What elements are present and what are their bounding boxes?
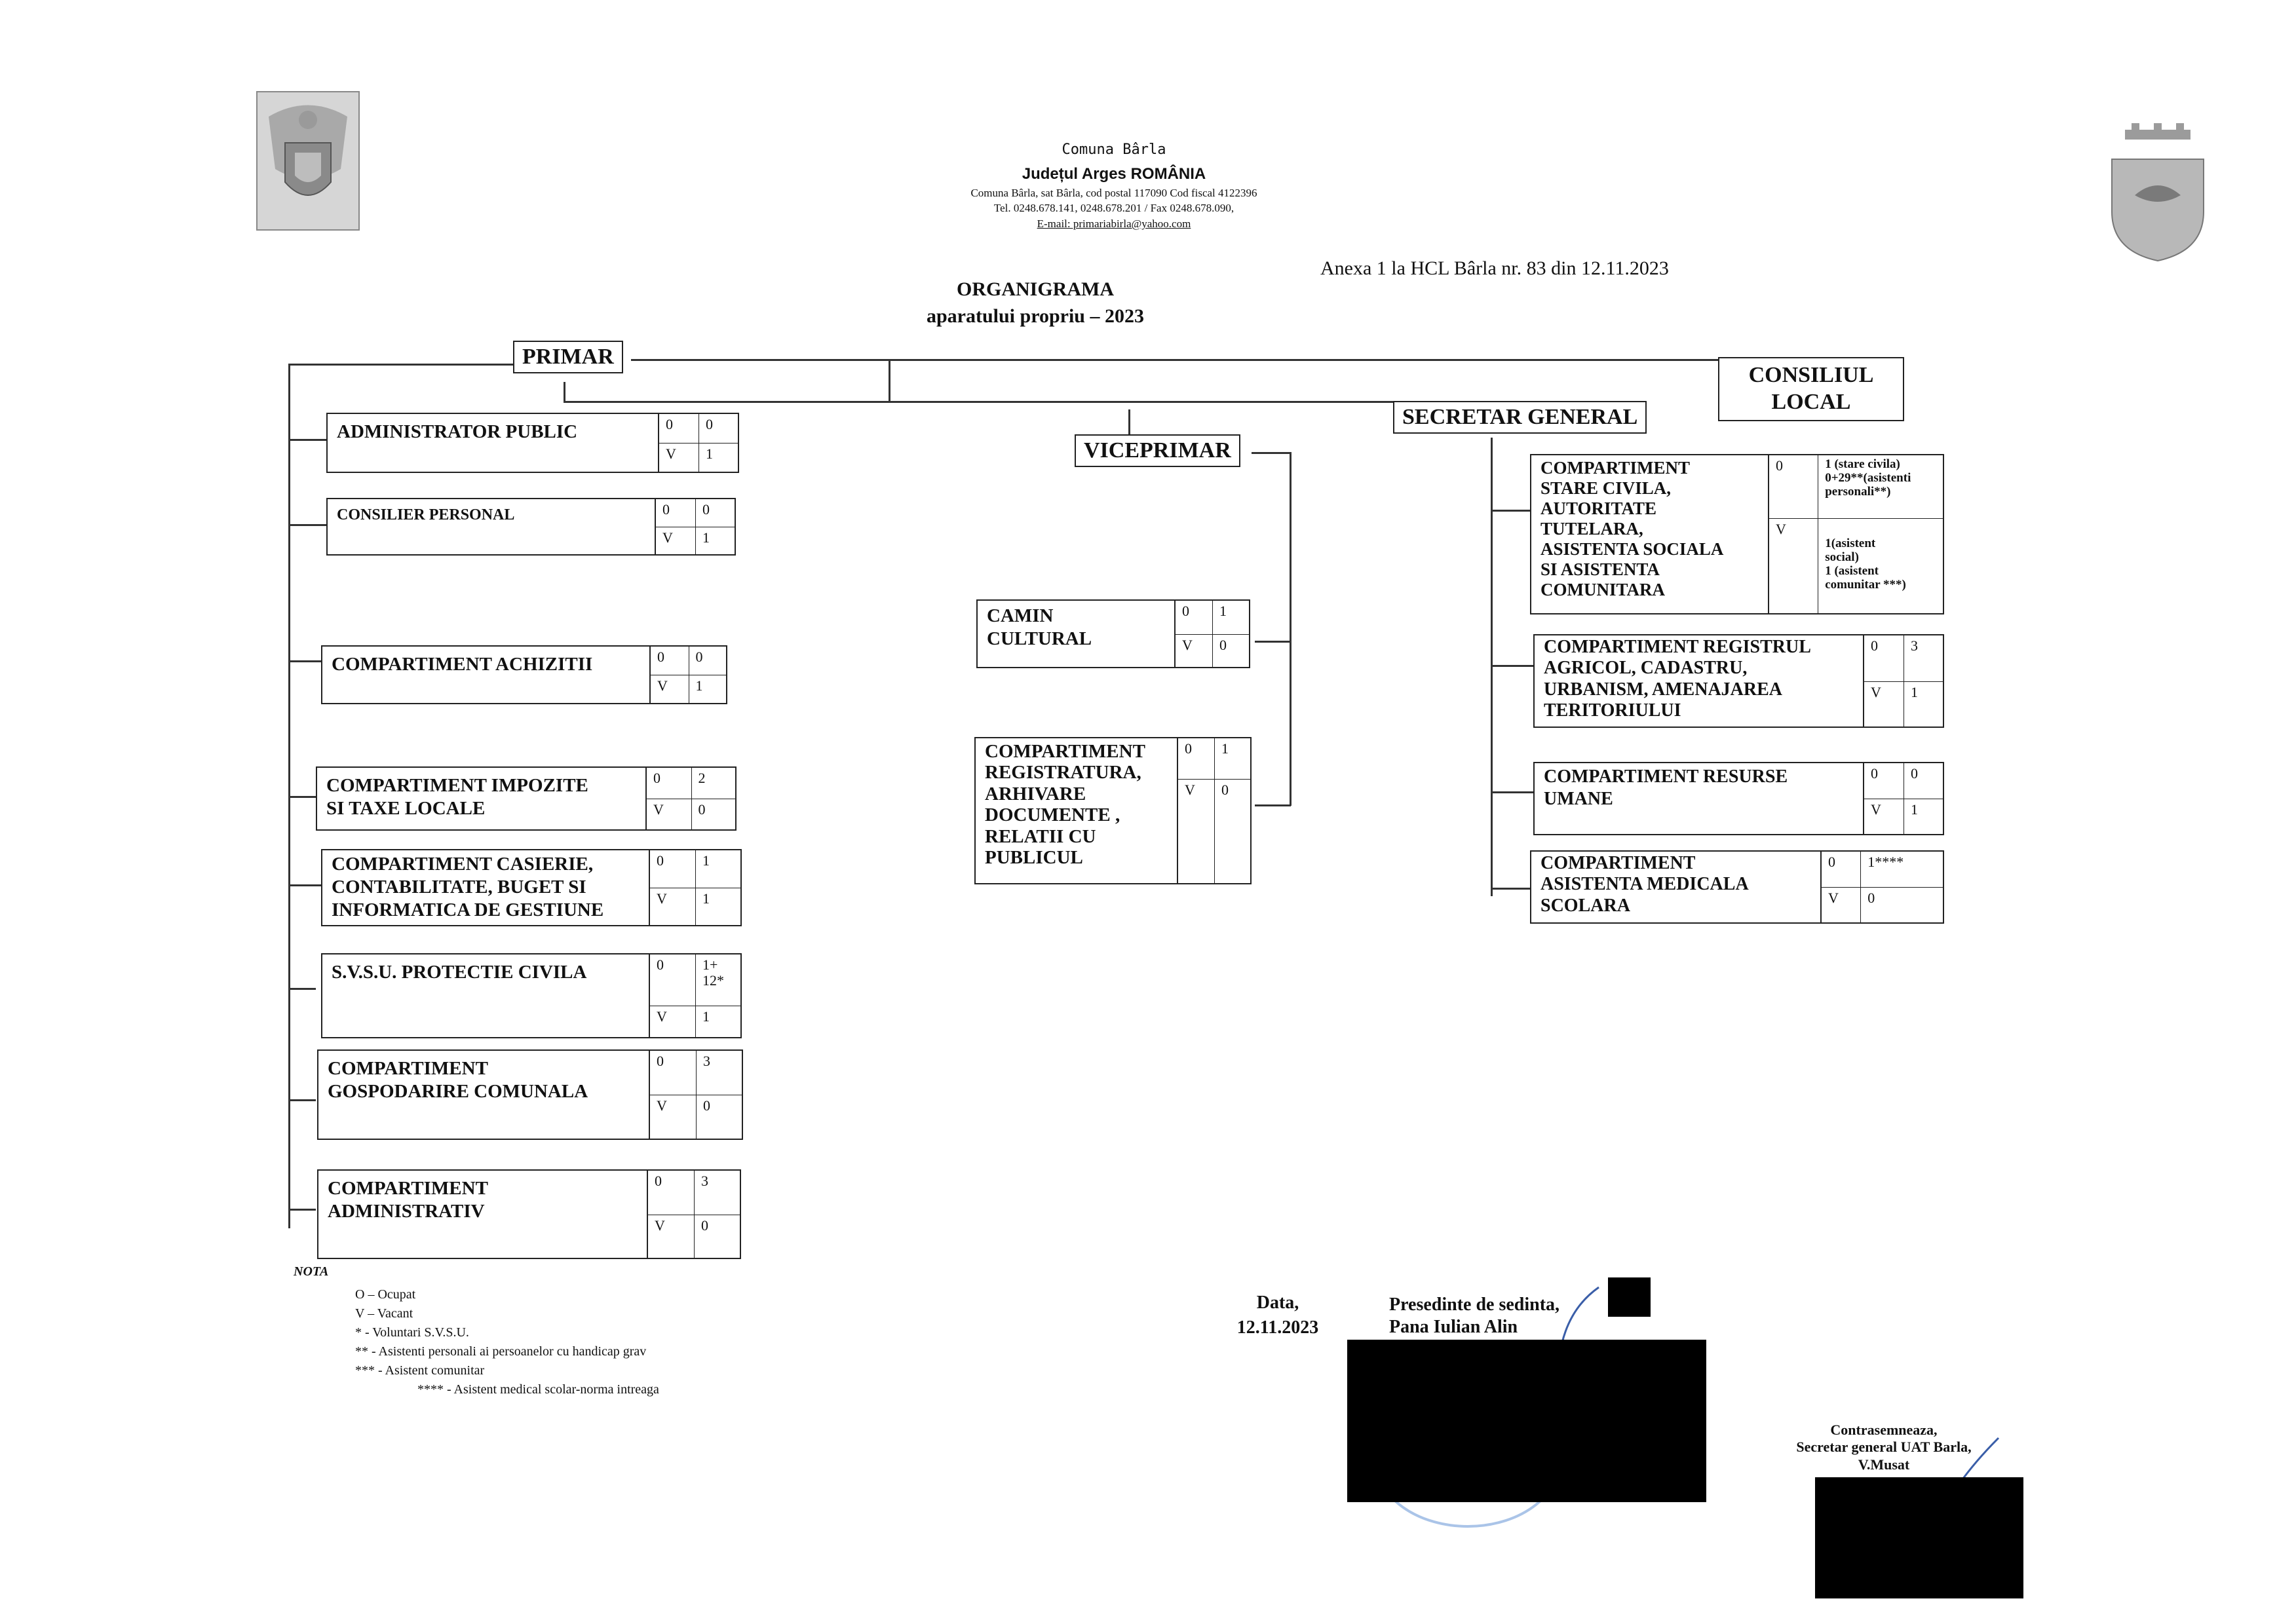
unit-svsu-protectie-civila: S.V.S.U. PROTECTIE CIVILA 0 1+ 12* V 1 [321,953,742,1038]
connector-viceprimar-vertical [1290,452,1292,806]
tick [288,524,326,526]
staff-grid: 0 1+ 12* V 1 [649,954,740,1037]
header-address: Comuna Bârla, sat Bârla, cod postal 117090 Cod fiscal 4122396 [970,187,1257,199]
tick [288,439,326,441]
nota-title: NOTA [294,1264,329,1279]
staff-grid: 0 0 V 1 [655,499,735,554]
header-county: Județul Arges ROMÂNIA [1022,165,1206,183]
viceprimar-box: VICEPRIMAR [1075,434,1240,467]
primar-box: PRIMAR [513,341,623,373]
nota-item: O – Ocupat [355,1287,416,1302]
connector-registratura [1255,804,1291,806]
connector-secretar-vertical [1491,438,1493,896]
nota-item: V – Vacant [355,1306,413,1321]
tick [288,884,321,886]
unit-compartiment-resurse-umane: COMPARTIMENT RESURSE UMANE 0 0 V 1 [1533,762,1944,835]
connector-primar-left [288,364,514,366]
staff-grid: 0 2 V 0 [645,768,735,829]
staff-grid: 0 0 V 1 [658,414,738,472]
connector-camin [1255,641,1291,643]
date-label: Data, [1256,1293,1299,1313]
staff-grid: 0 1 V 0 [1177,738,1250,883]
tick [1491,510,1530,512]
consiliul-local-box: CONSILIUL LOCAL [1718,357,1904,421]
secretar-general-box: SECRETAR GENERAL [1393,401,1647,434]
tick [288,988,316,990]
unit-compartiment-registrul-agricol: COMPARTIMENT REGISTRUL AGRICOL, CADASTRU, URBANISM, AMENAJAREA TERITORIULUI 0 3 V 1 [1533,634,1944,728]
unit-compartiment-achizitii: COMPARTIMENT ACHIZITII 0 0 V 1 [321,645,727,704]
unit-camin-cultural: CAMIN CULTURAL 0 1 V 0 [976,599,1250,668]
tick [1491,791,1533,793]
connector-primar-consiliu [631,359,1720,361]
tick [1491,665,1533,667]
staff-grid: 0 3 V 0 [647,1171,740,1258]
unit-compartiment-administrativ: COMPARTIMENT ADMINISTRATIV 0 3 V 0 [317,1169,741,1259]
tick [288,660,321,662]
tick [288,796,316,798]
connector-viceprimar-right [1252,452,1291,454]
staff-grid: 0 0 V 1 [1863,763,1943,834]
redaction-block [1815,1477,2023,1598]
redaction-block [1608,1277,1651,1317]
nota-list [355,1285,659,1399]
tick [288,1209,316,1211]
header-email: E-mail: primariabirla@yahoo.com [1037,217,1191,230]
tick [288,1099,316,1101]
tick [1491,888,1530,890]
connector-center-tick [889,360,890,401]
nota-item: * - Voluntari S.V.S.U. [355,1325,469,1340]
nota-item: ** - Asistenti personali ai persoanelor cu handicap grav [355,1344,647,1359]
unit-consilier-personal: CONSILIER PERSONAL 0 0 V 1 [326,498,736,556]
unit-compartiment-asistenta-medicala: COMPARTIMENT ASISTENTA MEDICALA SCOLARA 0 1**** V 0 [1530,850,1944,924]
annex-reference: Anexa 1 la HCL Bârla nr. 83 din 12.11.2023 [1320,257,1669,279]
staff-grid: 0 1 (stare civila) 0+29**(asistenti personali**) V 1(asistent social) 1 (asistent comunitar ***) [1768,455,1943,613]
header-commune: Comuna Bârla [1062,142,1166,158]
unit-compartiment-stare-civila: COMPARTIMENT STARE CIVILA, AUTORITATE TUTELARA, ASISTENTA SOCIALA SI ASISTENTA COMUNITARA 0 1 (stare civila) 0+29**(asistenti personali**) V 1(asistent social) 1 (asistent comunitar ***) [1530,454,1944,614]
connector-viceprimar-down [1128,409,1130,434]
staff-grid: 0 0 V 1 [649,647,726,703]
unit-compartiment-registratura: COMPARTIMENT REGISTRATURA, ARHIVARE DOCUMENTE , RELATII CU PUBLICUL 0 1 V 0 [974,737,1252,884]
staff-grid: 0 1**** V 0 [1820,852,1943,922]
unit-administrator-public: ADMINISTRATOR PUBLIC 0 0 V 1 [326,413,739,473]
staff-grid: 0 3 V 1 [1863,635,1943,727]
page-subtitle: aparatului propriu – 2023 [926,305,1144,327]
contrasemneaza: Contrasemneaza, Secretar general UAT Barla, V.Musat [1796,1422,1972,1473]
barla-coat-of-arms-icon [2109,123,2207,262]
unit-compartiment-impozite: COMPARTIMENT IMPOZITE SI TAXE LOCALE 0 2 V 0 [316,766,737,831]
unit-compartiment-casierie: COMPARTIMENT CASIERIE, CONTABILITATE, BUGET SI INFORMATICA DE GESTIUNE 0 1 V 1 [321,849,742,926]
staff-grid: 0 1 V 1 [649,850,740,925]
staff-grid: 0 3 V 0 [649,1051,742,1139]
unit-compartiment-gospodarire: COMPARTIMENT GOSPODARIRE COMUNALA 0 3 V 0 [317,1049,743,1140]
nota-item: **** - Asistent medical scolar-norma intreaga [417,1382,659,1397]
redaction-block [1347,1340,1706,1502]
nota-item: *** - Asistent comunitar [355,1363,485,1378]
date-value: 12.11.2023 [1236,1317,1319,1338]
header-phones: Tel. 0248.678.141, 0248.678.201 / Fax 0248.678.090, [993,202,1234,214]
connector-primar-secretar [564,401,1393,403]
page-title: ORGANIGRAMA [957,278,1114,300]
romania-coat-of-arms-icon [256,90,360,231]
presedinte-sedinta: Presedinte de sedinta, Pana Iulian Alin [1389,1294,1560,1337]
staff-grid: 0 1 V 0 [1174,601,1249,667]
connector-primar-down [564,382,565,402]
